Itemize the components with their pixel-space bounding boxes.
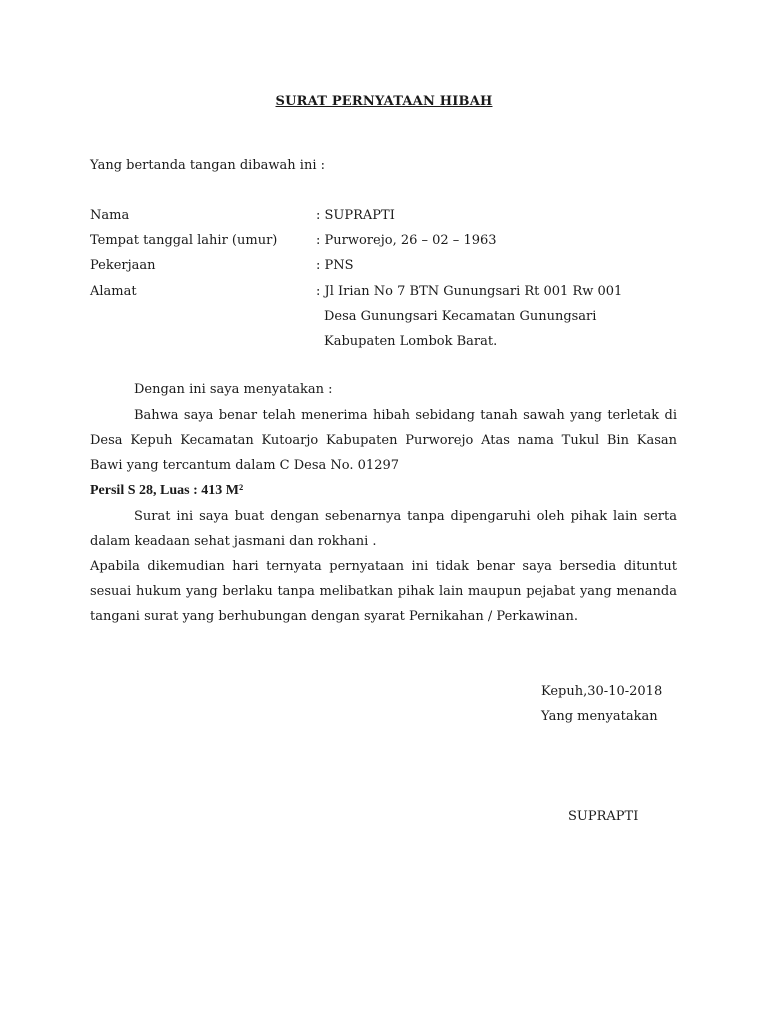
pekerjaan-label: Pekerjaan bbox=[90, 258, 156, 273]
statement-intro: Dengan ini saya menyatakan : bbox=[134, 382, 333, 397]
alamat-value-line1: : Jl Irian No 7 BTN Gunungsari Rt 001 Rw 001 bbox=[316, 284, 623, 299]
ttl-value: : Purworejo, 26 – 02 – 1963 bbox=[316, 233, 497, 248]
alamat-label: Alamat bbox=[90, 284, 137, 299]
signature-place-date: Kepuh,30-10-2018 bbox=[541, 684, 663, 699]
nama-value: : SUPRAPTI bbox=[316, 208, 395, 223]
signature-closing: Yang menyatakan bbox=[541, 709, 658, 724]
document-title: SURAT PERNYATAAN HIBAH bbox=[275, 94, 493, 109]
paragraph-hibah: Bahwa saya benar telah menerima hibah sebidang tanah sawah yang terletak di Desa Kepuh Kecamatan Kutoarjo Kabupaten Purworejo Atas nama Tukul Bin Kasan Bawi yang tercantum dalam C Desa No. 01297 bbox=[90, 408, 677, 473]
intro-text: Yang bertanda tangan dibawah ini : bbox=[90, 158, 325, 173]
nama-label: Nama bbox=[90, 208, 130, 223]
paragraph-sincerity: Surat ini saya buat dengan sebenarnya tanpa dipengaruhi oleh pihak lain serta dalam keadaan sehat jasmani dan rokhani . bbox=[90, 509, 677, 549]
persil-info: Persil S 28, Luas : 413 M² bbox=[90, 483, 244, 498]
paragraph-consequence: Apabila dikemudian hari ternyata pernyataan ini tidak benar saya bersedia dituntut sesuai hukum yang berlaku tanpa melibatkan pihak lain maupun pejabat yang menanda tangani surat yang berhubungan dengan syarat Pernikahan / Perkawinan. bbox=[90, 559, 677, 624]
alamat-value-line2: Desa Gunungsari Kecamatan Gunungsari bbox=[324, 309, 597, 324]
pekerjaan-value: : PNS bbox=[316, 258, 354, 273]
signature-name: SUPRAPTI bbox=[568, 809, 639, 824]
alamat-value-line3: Kabupaten Lombok Barat. bbox=[324, 334, 498, 349]
ttl-label: Tempat tanggal lahir (umur) bbox=[90, 233, 278, 248]
